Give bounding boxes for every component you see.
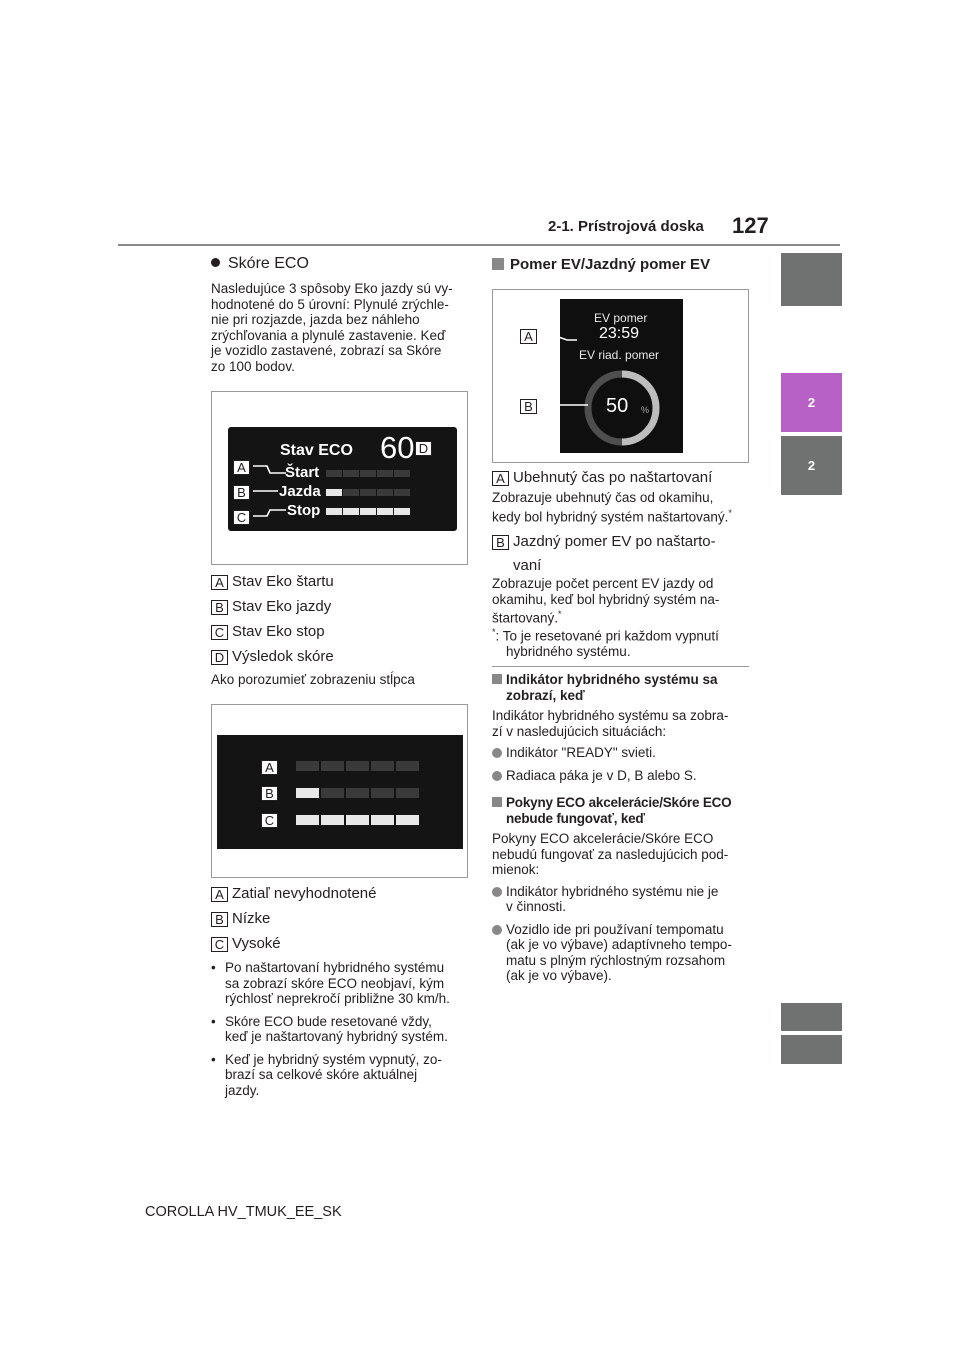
side-tab-4 [781,1003,842,1031]
eco-intro-paragraph: Nasledujúce 3 spôsoby Eko jazdy sú vy- hodnotené do 5 úrovní: Plynulé zrýchle- nie pri rozjazde, jazda bez náhleho zrýchľovania a plynulé zastavenie. Keď je vozidlo zastavené, zobrazí sa Skóre zo 100 bodov. [211,281,453,374]
level-segment [377,508,393,515]
side-tab-5 [781,1035,842,1064]
note-item: • Keď je hybridný systém vypnutý, zo- brazí sa celkové skóre aktuálnej jazdy. [211,1051,442,1098]
level-segment [326,508,342,515]
item-b-label: B Jazdný pomer EV po naštarto- vaní [492,530,716,578]
footnote: *: To je resetované pri každom vypnutí hybridného systému. [492,627,719,659]
ev-percent-value: 50 [606,395,629,417]
side-tab-label: 2 [807,395,816,410]
legend-item: A Stav Eko štartu [211,569,334,594]
section-title: Indikátor hybridného systému sa zobrazí, keď [492,672,752,703]
round-bullet-icon [492,771,502,781]
list-item: Vozidlo ide pri používaní tempomatu (ak je vo výbave) adaptívneho tempo- matu s plným rýchlostným rozsahom (ak je vo výbave). [492,922,754,984]
header-rule [118,244,840,246]
eco-score-heading: Skóre ECO [211,255,309,273]
fig1-legend [211,569,334,669]
callout-a: A [261,758,282,776]
callout-b: B [261,784,282,802]
square-bullet-icon [492,258,504,270]
level-segment [394,470,410,477]
bar-explanation-subheading: Ako porozumieť zobrazeniu stĺpca [211,672,415,687]
level-segment [371,761,394,771]
eco-row-stop-label: Stop [287,502,321,519]
level-segment [394,489,410,496]
square-bullet-icon [492,797,502,807]
bar-legend-figure [211,704,468,878]
level-segment [396,815,419,825]
eco-notes-list [211,960,476,1098]
callout-leaders [212,392,469,566]
level-segment [396,761,419,771]
callout-a: A [520,327,541,345]
ev-percent-unit: % [641,405,650,415]
note-item: • Skóre ECO bude resetované vždy, keď je naštartovaný hybridný systém. [211,1013,448,1044]
level-segment [321,761,344,771]
eco-status-figure [211,391,468,565]
level-segment [296,788,319,798]
section-intro: Indikátor hybridného systému sa zobra- zí v nasledujúcich situáciách: [492,708,729,739]
callout-d: D [415,439,436,457]
level-segment [394,508,410,515]
legend-item: C Vysoké [211,931,376,956]
level-segment [377,489,393,496]
side-tab-1 [781,253,842,306]
item-a-label: A Ubehnutý čas po naštartovaní [492,469,712,486]
round-bullet-icon [492,887,502,897]
ev-elapsed-time: 23:59 [599,325,640,342]
eco-guidance-section [492,795,754,984]
level-segment [346,761,369,771]
side-tab-label: 2 [807,458,816,473]
callout-a: A [233,458,254,476]
section-intro: Pokyny ECO akcelerácie/Skóre ECO nebudú fungovať za nasledujúcich pod- mienok: [492,831,729,877]
callout-c: C [233,508,254,526]
level-segment [326,470,342,477]
side-tab-2-active [781,373,842,432]
callout-b: B [233,483,254,501]
round-bullet-icon [492,748,502,758]
level-segment [360,508,376,515]
ev-ratio-title: EV pomer [594,311,648,325]
level-segment [321,815,344,825]
item-a-description: Zobrazuje ubehnutý čas od okamihu, kedy bol hybridný systém naštartovaný.* [492,490,732,524]
bullet-dot [211,258,220,267]
level-segment [296,815,319,825]
level-segment [360,470,376,477]
section-title: Pokyny ECO akcelerácie/Skóre ECO nebude fungovať, keď [492,795,754,826]
side-tab-3 [781,436,842,495]
level-segment [326,489,342,496]
level-segment [371,815,394,825]
ev-drive-ratio-title: EV riad. pomer [579,348,660,362]
note-item: • Po naštartovaní hybridného systému sa zobrazí skóre ECO neobjaví, kým rýchlosť neprekročí približne 30 km/h. [211,960,450,1006]
level-segment [343,508,359,515]
square-bullet-icon [492,674,502,684]
list-item: Indikátor hybridného systému nie je v činnosti. [492,884,754,915]
legend-item: A Zatiaľ nevyhodnotené [211,881,376,906]
eco-display-title: Stav ECO [280,442,353,459]
item-b-description: Zobrazuje počet percent EV jazdy od okamihu, keď bol hybridný systém na- štartovaný.* [492,576,720,626]
level-segment [396,788,419,798]
section-divider [492,666,749,667]
level-segment [343,489,359,496]
section-title: 2-1. Prístrojová doska [548,218,704,235]
eco-display-score: 60 [380,430,415,465]
round-bullet-icon [492,925,502,935]
fig2-legend [211,881,376,956]
ev-ratio-heading: Pomer EV/Jazdný pomer EV [492,256,710,273]
callout-b: B [520,397,541,415]
legend-item: B Nízke [211,906,376,931]
level-segment [360,489,376,496]
document-footer: COROLLA HV_TMUK_EE_SK [145,1204,342,1220]
level-segment [371,788,394,798]
level-segment [343,470,359,477]
level-segment [321,788,344,798]
eco-row-start-label: Štart [285,464,320,481]
level-segment [296,761,319,771]
page-number: 127 [732,213,769,238]
list-item: Radiaca páka je v D, B alebo S. [492,768,752,784]
eco-row-drive-label: Jazda [279,483,321,500]
list-item: Indikátor "READY" svieti. [492,745,752,761]
legend-item: C Stav Eko stop [211,619,334,644]
level-segment [377,470,393,477]
hybrid-indicator-section [492,672,752,783]
legend-item: B Stav Eko jazdy [211,594,334,619]
ev-ratio-figure [492,289,749,463]
level-segment [346,815,369,825]
level-segment [346,788,369,798]
callout-c: C [261,811,282,829]
legend-item: D Výsledok skóre [211,644,334,669]
